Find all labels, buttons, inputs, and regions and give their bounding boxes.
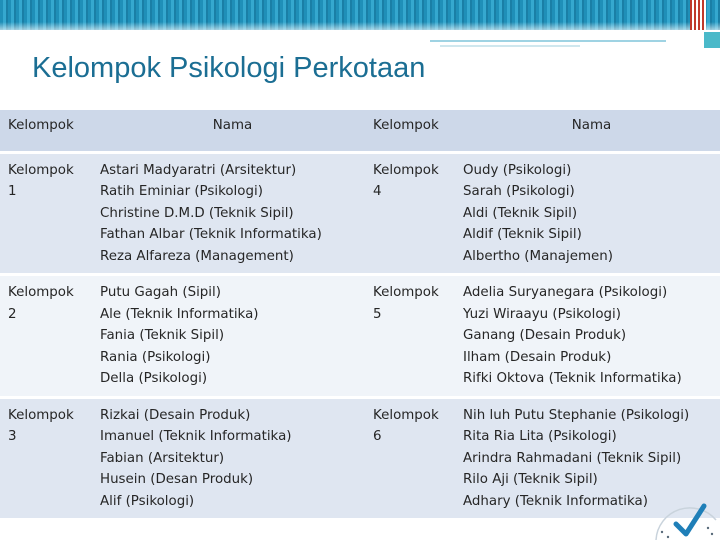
member-name: Aldif (Teknik Sipil) <box>463 227 582 242</box>
table-header-row <box>0 110 720 152</box>
member-list <box>455 152 720 275</box>
member-name: Adelia Suryanegara (Psikologi) <box>463 285 668 300</box>
member-list <box>92 152 365 275</box>
column-header-nama: Nama <box>92 110 365 152</box>
member-name: Rania (Psikologi) <box>100 349 211 365</box>
corner-accent <box>704 32 720 48</box>
group-word: Kelompok <box>373 162 439 178</box>
column-header-nama: Nama <box>455 110 720 152</box>
group-number: 4 <box>373 184 382 199</box>
table-row <box>0 152 720 275</box>
member-name: Ratih Eminiar (Psikologi) <box>100 184 263 199</box>
member-list <box>92 275 365 398</box>
member-name: Rilo Aji (Teknik Sipil) <box>463 472 598 487</box>
group-number: 2 <box>8 306 17 322</box>
table-row <box>0 397 720 518</box>
group-number: 1 <box>8 184 17 199</box>
group-word: Kelompok <box>8 162 74 178</box>
group-label <box>0 275 92 398</box>
member-name: Fania (Teknik Sipil) <box>100 328 225 343</box>
table-row <box>0 275 720 398</box>
group-number: 5 <box>373 306 382 322</box>
member-name: Albertho (Manajemen) <box>463 248 613 264</box>
member-name: Husein (Desan Produk) <box>100 472 254 487</box>
page-title: Kelompok Psikologi Perkotaan <box>32 52 426 84</box>
member-name: Ilham (Desain Produk) <box>463 349 612 365</box>
group-number: 6 <box>373 429 382 444</box>
group-word: Kelompok <box>8 285 74 300</box>
member-list <box>92 397 365 518</box>
group-label <box>365 275 455 398</box>
member-name: Rifki Oktova (Teknik Informatika) <box>463 371 682 386</box>
member-name: Sarah (Psikologi) <box>463 184 575 199</box>
member-name: Fathan Albar (Teknik Informatika) <box>100 227 322 242</box>
member-name: Adhary (Teknik Informatika) <box>463 493 648 509</box>
member-name: Reza Alfareza (Management) <box>100 248 294 264</box>
member-name: Putu Gagah (Sipil) <box>100 285 221 300</box>
column-header-kelompok: Kelompok <box>365 110 455 152</box>
group-label <box>0 152 92 275</box>
decorative-line <box>440 45 580 47</box>
member-list <box>455 275 720 398</box>
member-name: Alif (Psikologi) <box>100 493 195 509</box>
university-logo-icon <box>646 480 720 540</box>
group-word: Kelompok <box>373 285 439 300</box>
group-label <box>0 397 92 518</box>
group-word: Kelompok <box>373 407 439 423</box>
member-name: Astari Madyaratri (Arsitektur) <box>100 162 297 178</box>
column-header-kelompok: Kelompok <box>0 110 92 152</box>
decorative-line <box>430 40 666 42</box>
member-name: Aldi (Teknik Sipil) <box>463 205 578 221</box>
group-word: Kelompok <box>8 407 74 423</box>
header-red-accent <box>690 0 706 30</box>
group-label <box>365 397 455 518</box>
member-name: Ale (Teknik Informatika) <box>100 306 259 322</box>
member-name: Fabian (Arsitektur) <box>100 450 225 466</box>
group-label <box>365 152 455 275</box>
header-band-fade <box>0 22 720 30</box>
member-name: Arindra Rahmadani (Teknik Sipil) <box>463 450 682 466</box>
member-name: Oudy (Psikologi) <box>463 162 572 178</box>
member-name: Imanuel (Teknik Informatika) <box>100 429 292 444</box>
member-name: Rita Ria Lita (Psikologi) <box>463 429 617 444</box>
member-name: Della (Psikologi) <box>100 371 208 386</box>
member-name: Christine D.M.D (Teknik Sipil) <box>100 205 294 221</box>
member-name: Ganang (Desain Produk) <box>463 328 627 343</box>
group-number: 3 <box>8 429 17 444</box>
member-name: Yuzi Wiraayu (Psikologi) <box>463 306 621 322</box>
member-name: Nih luh Putu Stephanie (Psikologi) <box>463 407 690 423</box>
group-table <box>0 110 720 518</box>
member-name: Rizkai (Desain Produk) <box>100 407 251 423</box>
